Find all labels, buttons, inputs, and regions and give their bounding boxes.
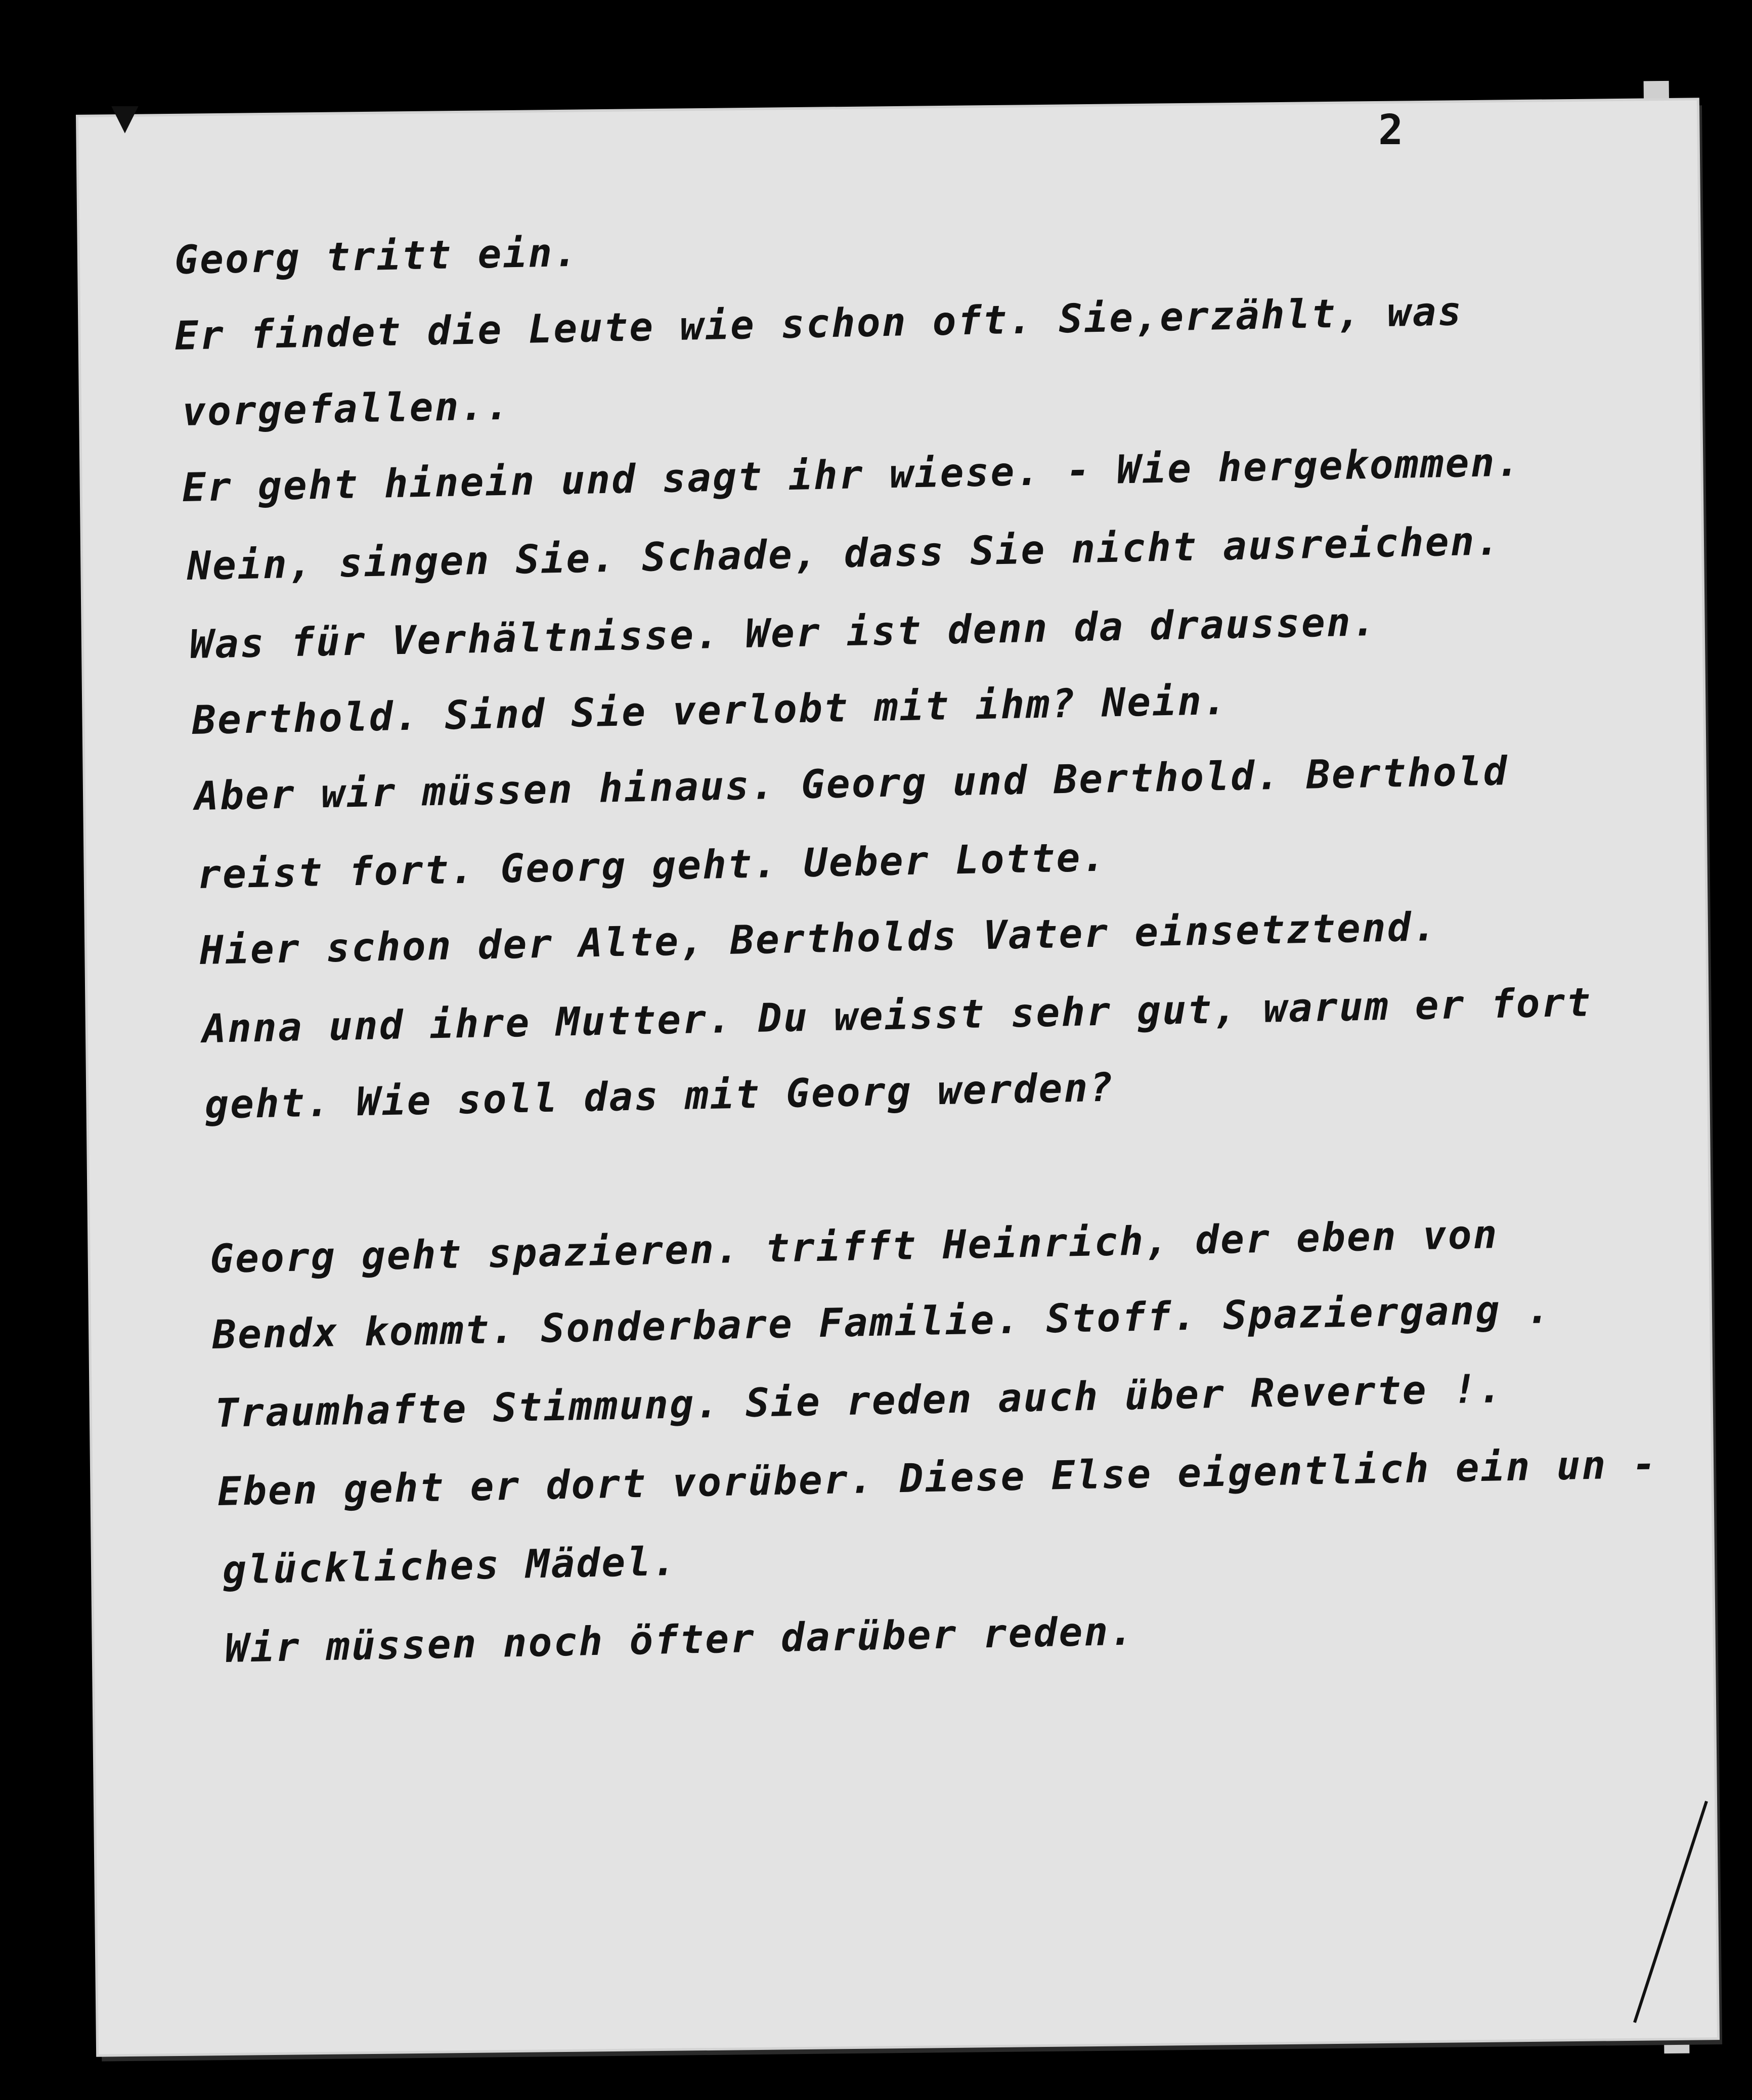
text-line: Hier schon der Alte, Bertholds Vater einsetztend. [199,904,1438,974]
punch-hole-mark: ▼ [111,96,139,138]
text-line: vorgefallen.. [182,383,511,435]
text-line: Eben geht er dort vorüber. Diese Else eigentlich ein un - [217,1441,1658,1515]
text-line: Aber wir müssen hinaus. Georg und Berthold. Berthold [194,749,1509,819]
text-line: geht. Wie soll das mit Georg werden? [204,1065,1115,1128]
text-line: Berthold. Sind Sie verlobt mit ihm? Nein. [192,678,1229,743]
page-number: 2 [1378,106,1404,154]
text-line: Was für Verhältnisse. Wer ist denn da draussen. [189,599,1378,668]
text-line: reist fort. Georg geht. Ueber Lotte. [197,835,1108,898]
text-line: Wir müssen noch öfter darüber reden. [225,1608,1135,1672]
text-line: Bendx kommt. Sonderbare Familie. Stoff. Spaziergang . [212,1287,1552,1358]
text-line: Er geht hinein und sagt ihr wiese. - Wie hergekommen. [182,440,1522,511]
text-line: Georg tritt ein. [174,230,580,283]
text-line: Anna und ihre Mutter. Du weisst sehr gut, warum er fort [202,980,1593,1052]
text-line: Traumhafte Stimmung. Sie reden auch über Reverte !. [214,1366,1504,1436]
text-line: Nein, singen Sie. Schade, dass Sie nicht ausreichen. [187,518,1502,589]
text-line: Er findet die Leute wie schon oft. Sie,erzählt, was [174,289,1464,359]
text-line: glückliches Mädel. [222,1539,678,1593]
text-line: Georg geht spazieren. trifft Heinrich, der eben von [209,1212,1499,1282]
